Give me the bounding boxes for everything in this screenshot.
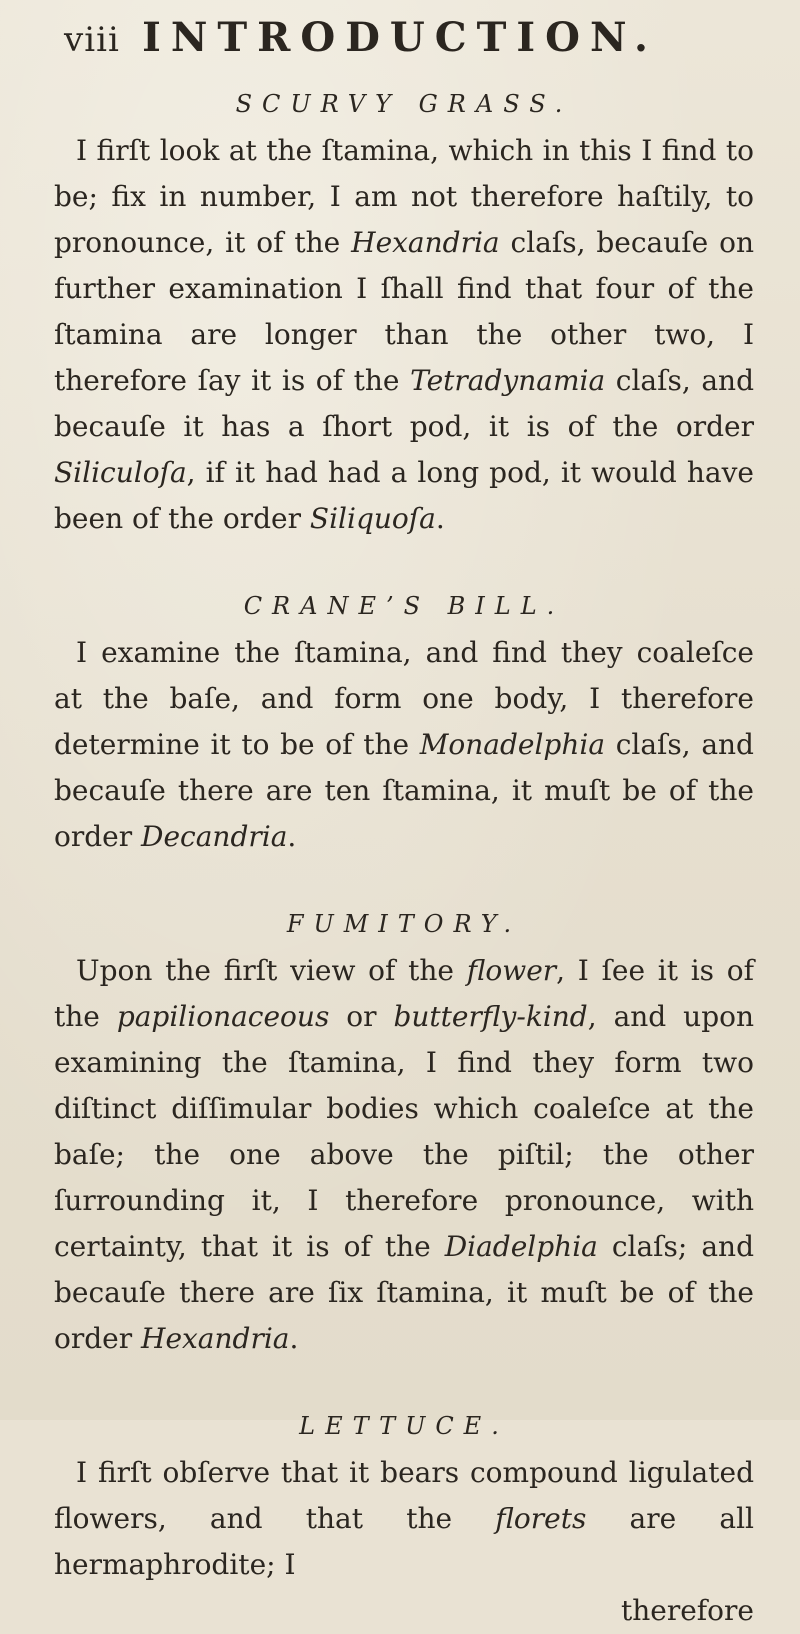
section-title: LETTUCE.	[299, 1412, 509, 1440]
section-title: FUMITORY.	[286, 910, 522, 938]
italic-term: flower	[466, 954, 557, 987]
italic-term: Siliquoſa	[309, 502, 436, 535]
section-cranes-bill	[54, 586, 754, 860]
text-run: .	[287, 820, 297, 853]
text-run: are all hermaphrodite; I	[54, 1502, 755, 1581]
section-fumitory	[54, 904, 754, 1362]
italic-term: Siliculoſa	[54, 456, 187, 489]
section-paragraph	[54, 128, 754, 542]
text-run: .	[435, 502, 445, 535]
running-title: INTRODUCTION.	[142, 14, 658, 61]
section-title: CRANE’S BILL.	[243, 592, 565, 620]
text-run: , I ſee it is of the	[54, 954, 755, 1033]
text-run: , and upon examining the ſtamina, I find they form two diſtinct diſſimular bodies which coaleſce at the baſe; the one above the piſtil; the other ſurrounding it, I therefore pronounce, with certainty, that it is of the	[54, 1000, 755, 1263]
catchword: therefore	[621, 1594, 754, 1627]
text-run: Upon the firſt view of the	[76, 954, 467, 987]
italic-term: papilionaceous	[116, 1000, 330, 1033]
italic-term: Hexandria	[141, 1322, 290, 1355]
italic-term: florets	[495, 1502, 587, 1535]
section-paragraph	[54, 1450, 754, 1588]
section-lettuce	[54, 1406, 754, 1634]
italic-term: Diadelphia	[444, 1230, 598, 1263]
italic-term: Decandria	[141, 820, 288, 853]
text-run: claſs, becauſe on further examination I ſhall find that four of the ſtamina are longer than the other two, I therefore ſay it is of the	[54, 226, 755, 397]
page-number: viii	[64, 20, 120, 60]
text-run: I firſt obſerve that it bears compound ligulated flowers, and that the	[54, 1456, 754, 1535]
text-run: claſs; and becauſe there are ſix ſtamina, it muſt be of the order	[54, 1230, 754, 1355]
text-run: claſs, and becauſe it has a ſhort pod, it is of the order	[54, 364, 754, 443]
text-run: claſs, and becauſe there are ten ſtamina, it muſt be of the order	[54, 728, 754, 853]
text-run: I firſt look at the ſtamina, which in this I find to be; fix in number, I am not therefore haſtily, to pronounce, it of the	[54, 134, 754, 259]
text-run: , if it had had a long pod, it would have been of the order	[54, 456, 754, 535]
italic-term: Monadelphia	[419, 728, 606, 761]
italic-term: butterfly-kind	[393, 1000, 588, 1033]
text-run: I examine the ſtamina, and find they coaleſce at the baſe, and form one body, I therefore determine it to be of the	[54, 636, 754, 761]
page-body	[54, 84, 754, 1634]
italic-term: Tetradynamia	[410, 364, 606, 397]
section-title: SCURVY GRASS.	[235, 90, 573, 118]
section-paragraph	[54, 948, 754, 1362]
text-run: or	[329, 1000, 394, 1033]
text-run: .	[289, 1322, 299, 1355]
section-paragraph	[54, 630, 754, 860]
italic-term: Hexandria	[351, 226, 500, 259]
section-scurvy-grass	[54, 84, 754, 542]
page-header	[0, 14, 800, 74]
